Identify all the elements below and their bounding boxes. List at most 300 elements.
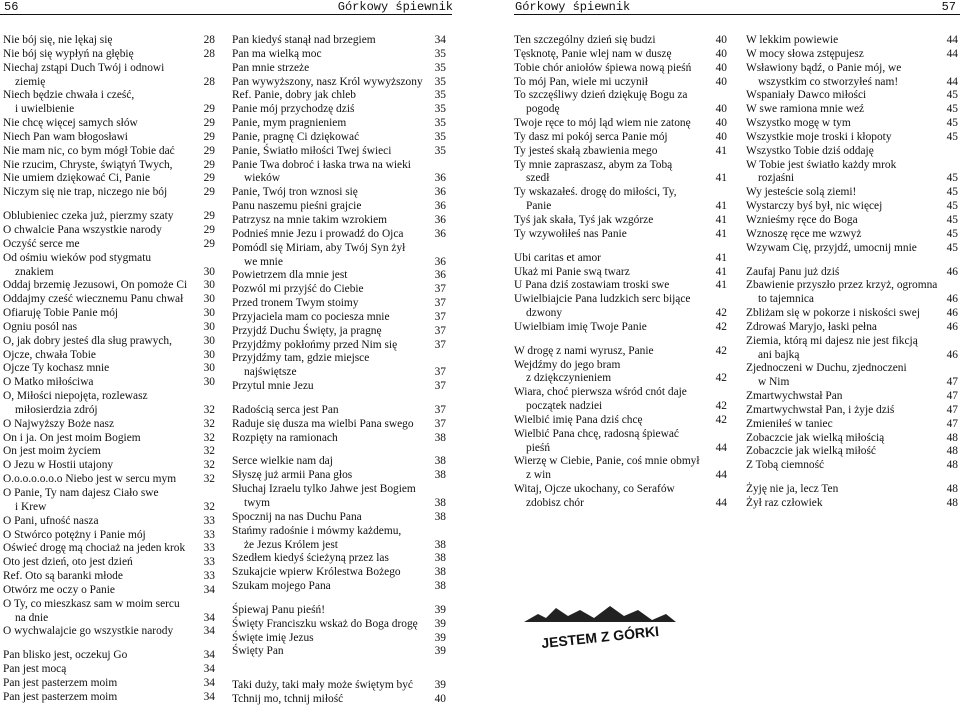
index-entry <box>746 145 958 159</box>
page-number: 42 <box>715 344 727 357</box>
index-entry <box>232 228 446 242</box>
index-entry <box>3 145 215 159</box>
song-title: Rozpięty na ramionach <box>232 431 338 444</box>
page-number: 40 <box>715 130 727 143</box>
page-number: 37 <box>434 310 446 323</box>
song-title: Otwórz me oczy o Panie <box>3 583 115 596</box>
page-number: 38 <box>434 510 446 523</box>
song-title: W drogę z nami wyrusz, Panie <box>514 344 654 357</box>
song-title: Tchnij mo, tchnij miłość <box>232 693 344 706</box>
index-entry <box>232 214 446 228</box>
page-number: 28 <box>203 47 215 60</box>
index-entry <box>746 186 958 200</box>
page-number: 40 <box>715 61 727 74</box>
page-number: 37 <box>434 380 446 393</box>
index-entry <box>3 404 215 418</box>
index-entry <box>232 325 446 339</box>
page-number: 47 <box>946 390 958 403</box>
index-entry <box>232 311 446 325</box>
section-gap <box>232 659 446 669</box>
index-entry <box>232 186 446 200</box>
index-entry <box>514 414 727 428</box>
song-title: Wystarczy byś był, nic więcej <box>746 200 883 213</box>
page-number: 36 <box>434 269 446 282</box>
index-entry <box>3 307 215 321</box>
song-title: Radością serca jest Pan <box>232 403 339 416</box>
index-entry <box>3 691 215 705</box>
page-number: 41 <box>715 265 727 278</box>
index-entry <box>746 159 958 173</box>
page-number: 35 <box>434 89 446 102</box>
page-number: 35 <box>434 117 446 130</box>
song-title: Przyjdźmy pokłońmy przed Nim się <box>232 338 398 351</box>
page-number: 40 <box>715 34 727 46</box>
index-entry <box>3 584 215 598</box>
right-running-title: Górkowy śpiewnik <box>515 0 631 14</box>
song-title: O chwalcie Pana wszystkie narody <box>3 223 162 236</box>
song-title: Ty wskazałeś. drogę do miłości, Ty, <box>514 186 677 199</box>
song-title: Żył raz człowiek <box>746 497 823 509</box>
song-title: Zdrowaś Maryjo, łaski pełna <box>746 320 877 333</box>
index-entry <box>746 321 958 335</box>
song-title: Nie rzucim, Chryste, świątyń Twych, <box>3 158 173 171</box>
index-entry <box>232 256 446 270</box>
index-entry <box>514 469 727 483</box>
page-number: 47 <box>946 417 958 430</box>
left-header-rule <box>0 14 452 15</box>
section-gap <box>232 594 446 604</box>
page-number: 29 <box>203 117 215 130</box>
page-number: 42 <box>715 372 727 385</box>
page-number: 45 <box>946 241 958 254</box>
left-page-number: 56 <box>4 0 19 14</box>
index-entry <box>3 418 215 432</box>
song-title: Raduje się dusza ma wielbi Pana swego <box>232 417 414 430</box>
index-entry <box>746 390 958 404</box>
index-entry <box>232 469 446 483</box>
page-number: 30 <box>203 279 215 292</box>
page-number: 41 <box>715 227 727 240</box>
index-entry <box>514 117 727 131</box>
page-number: 38 <box>434 497 446 509</box>
song-title: Od ośmiu wieków pod stygmatu <box>3 251 152 264</box>
song-title: Pan jest pasterzem moim <box>3 676 118 689</box>
index-column-4 <box>746 34 958 511</box>
page-number: 45 <box>946 200 958 213</box>
song-title: Ofiaruję Tobie Panie mój <box>3 307 119 320</box>
right-header-rule <box>514 14 960 15</box>
index-entry <box>3 159 215 173</box>
index-entry <box>514 442 727 456</box>
index-entry <box>3 432 215 446</box>
page-number: 41 <box>715 144 727 157</box>
index-entry <box>232 172 446 186</box>
song-title: Panie, pragnę Ci dziękować <box>232 130 360 143</box>
page-number: 46 <box>946 293 958 306</box>
song-title: Panu naszemu pieśni grajcie <box>232 200 362 213</box>
song-title: Oczyść serce me <box>3 237 80 250</box>
song-title: Ukaż mi Panie swą twarz <box>514 265 630 278</box>
page-number: 33 <box>203 514 215 527</box>
index-entry <box>232 131 446 145</box>
index-entry <box>514 200 727 214</box>
page-number: 44 <box>946 75 958 88</box>
song-title: Ty mnie zapraszasz, abym za Tobą <box>514 158 673 171</box>
song-title: O, Miłości niepojęta, rozlewasz <box>3 390 148 403</box>
index-column-2 <box>232 34 446 707</box>
song-title: ani bajką <box>758 348 800 361</box>
song-title: Pan kiedyś stanął nad brzegiem <box>232 34 376 46</box>
index-entry <box>232 48 446 62</box>
page-header <box>0 0 960 16</box>
song-title: Wspaniały Dawco miłości <box>746 89 867 102</box>
index-entry <box>232 283 446 297</box>
index-entry <box>3 376 215 390</box>
index-entry <box>232 103 446 117</box>
index-entry <box>3 598 215 612</box>
song-title: Panie mój przychodzę dziś <box>232 103 355 116</box>
page-number: 41 <box>715 200 727 213</box>
page-number: 32 <box>203 473 215 486</box>
index-entry <box>3 321 215 335</box>
page-number: 37 <box>434 324 446 337</box>
index-entry <box>514 89 727 103</box>
index-entry <box>514 131 727 145</box>
song-title: wszystkim co stworzyłeś nam! <box>758 75 899 88</box>
song-title: Nie bój się wypłyń na głębię <box>3 47 134 60</box>
index-entry <box>514 76 727 90</box>
section-gap <box>746 473 958 483</box>
index-entry <box>232 455 446 469</box>
page-number: 34 <box>203 676 215 689</box>
song-title: On i ja. On jest moim Bogiem <box>3 431 141 444</box>
index-entry <box>514 159 727 173</box>
song-title: Tęsknotę, Panie wlej nam w duszę <box>514 47 672 60</box>
song-title: że Jezus Królem jest <box>244 538 338 551</box>
song-title: Święty Pan <box>232 645 284 658</box>
page-number: 45 <box>946 130 958 143</box>
page-number: 48 <box>946 445 958 458</box>
song-title: Serce wielkie nam daj <box>232 455 333 468</box>
song-title: Wszystko Tobie dziś oddaję <box>746 144 874 157</box>
right-page-number: 57 <box>941 0 956 14</box>
page-number: 33 <box>203 542 215 555</box>
song-title: Zobaczcie jak wielką miłością <box>746 431 885 444</box>
page-number: 34 <box>203 690 215 703</box>
song-title: ziemię <box>15 75 46 88</box>
page-number: 35 <box>434 130 446 143</box>
song-title: Przytul mnie Jezu <box>232 380 314 393</box>
page-number: 44 <box>715 469 727 482</box>
song-title: dzwony <box>526 307 563 320</box>
song-title: wieków <box>244 172 281 185</box>
page-number: 48 <box>946 483 958 496</box>
page-number: 44 <box>946 47 958 60</box>
index-entry <box>746 279 958 293</box>
song-title: znakiem <box>15 265 54 278</box>
index-entry <box>746 76 958 90</box>
song-title: O Panie, Ty nam dajesz Ciało swe <box>3 487 159 499</box>
page-number: 44 <box>946 34 958 46</box>
song-title: i uwielbienie <box>15 103 75 116</box>
index-entry <box>746 131 958 145</box>
song-title: Wsławiony bądź, o Panie mój, we <box>746 61 902 74</box>
song-title: Nie umiem dziękować Ci, Panie <box>3 172 151 185</box>
page-number: 39 <box>434 645 446 658</box>
index-entry <box>514 279 727 293</box>
song-title: Wzywam Cię, przyjdź, umocnij mnie <box>746 241 917 254</box>
page-number: 39 <box>434 617 446 630</box>
page-number: 34 <box>203 663 215 676</box>
song-title: U Pana dziś zostawiam troski swe <box>514 279 670 292</box>
song-title: Szedłem kiedyś ścieżyną przez las <box>232 552 389 565</box>
song-title: Szukam mojego Pana <box>232 580 331 593</box>
index-entry <box>232 552 446 566</box>
page-number: 41 <box>715 279 727 292</box>
index-entry <box>232 483 446 497</box>
page-number: 36 <box>434 200 446 213</box>
index-entry <box>3 186 215 200</box>
song-title: najświętsze <box>244 366 297 379</box>
song-title: Wszystkie moje troski i kłopoty <box>746 130 892 143</box>
song-title: Tyś jak skała, Tyś jak wzgórze <box>514 213 654 226</box>
page-number: 48 <box>946 431 958 444</box>
index-entry <box>3 224 215 238</box>
page-number: 40 <box>715 47 727 60</box>
index-entry <box>746 335 958 349</box>
index-entry <box>3 445 215 459</box>
page-number: 46 <box>946 320 958 333</box>
index-entry <box>3 279 215 293</box>
song-title: W Tobie jest światło każdy mrok <box>746 158 897 171</box>
song-title: O, jak dobry jesteś dla sług prawych, <box>3 334 172 347</box>
song-title: Panie, Twój tron wznosi się <box>232 186 358 199</box>
page-number: 41 <box>715 251 727 264</box>
song-title: Wznieśmy ręce do Boga <box>746 213 858 226</box>
song-title: Nie chcę więcej samych słów <box>3 117 138 130</box>
index-entry <box>746 459 958 473</box>
index-entry <box>514 428 727 442</box>
index-entry <box>514 293 727 307</box>
page-number: 38 <box>434 552 446 565</box>
section-gap <box>514 242 727 252</box>
section-gap <box>232 445 446 455</box>
song-title: pogodę <box>526 103 560 116</box>
page-number: 33 <box>203 528 215 541</box>
page-number: 29 <box>203 144 215 157</box>
song-title: Ty dasz mi pokój serca Panie mój <box>514 130 668 143</box>
page-number: 34 <box>203 625 215 638</box>
index-entry <box>232 539 446 553</box>
page-number: 39 <box>434 679 446 692</box>
page-number: 38 <box>434 431 446 444</box>
index-entry <box>746 266 958 280</box>
index-entry <box>514 400 727 414</box>
page-number: 36 <box>434 186 446 199</box>
section-gap <box>3 639 215 649</box>
index-entry <box>3 473 215 487</box>
song-title: O.o.o.o.o.o.o Niebo jest w sercu mym <box>3 473 177 486</box>
song-title: początek nadziei <box>526 400 603 413</box>
page-number: 34 <box>434 34 446 46</box>
index-entry <box>514 386 727 400</box>
page-number: 32 <box>203 403 215 416</box>
song-title: Wszystko mogę w tym <box>746 117 851 130</box>
index-entry <box>514 372 727 386</box>
song-title: Oto jest dzień, oto jest dzień <box>3 556 133 569</box>
song-title: Słuchaj Izraelu tylko Jahwe jest Bogiem <box>232 483 416 496</box>
index-entry <box>232 117 446 131</box>
index-entry <box>3 76 215 90</box>
song-title: Słyszę już armii Pana głos <box>232 469 353 482</box>
index-entry <box>3 487 215 501</box>
index-entry <box>514 252 727 266</box>
index-entry <box>514 345 727 359</box>
logo-text: JESTEM Z GÓRKI <box>540 622 660 650</box>
song-title: O Stwórco potężny i Panie mój <box>3 528 146 541</box>
index-entry <box>232 525 446 539</box>
page-number: 34 <box>203 611 215 624</box>
page-number: 30 <box>203 265 215 278</box>
song-title: Pan wywyższony, nasz Król wywyższony <box>232 75 423 88</box>
song-title: Zobaczcie jak wielką miłość <box>746 445 876 458</box>
song-title: Zbliżam się w pokorze i niskości swej <box>746 307 920 320</box>
song-title: Podnieś mnie Jezu i prowadź do Ojca <box>232 227 404 240</box>
page-number: 45 <box>946 89 958 102</box>
index-entry <box>746 242 958 256</box>
song-title: z dziękczynieniem <box>526 372 612 385</box>
page-number: 38 <box>434 455 446 468</box>
page-number: 32 <box>203 445 215 458</box>
song-title: Niechaj zstąpi Duch Twój i odnowi <box>3 61 165 74</box>
page-number: 33 <box>203 570 215 583</box>
index-column-3 <box>514 34 727 511</box>
index-entry <box>746 307 958 321</box>
index-entry <box>232 679 446 693</box>
song-title: Pozwól mi przyjść do Ciebie <box>232 283 364 296</box>
song-title: Ty wzywołiłeś nas Panie <box>514 227 627 240</box>
song-title: Przyjaciela mam co pociesza mnie <box>232 310 390 323</box>
page-number: 30 <box>203 293 215 306</box>
page-number: 32 <box>203 417 215 430</box>
index-entry <box>3 117 215 131</box>
song-title: zdobisz chór <box>526 497 584 509</box>
jestem-z-gorki-logo <box>520 600 680 650</box>
song-title: twym <box>244 497 270 509</box>
index-entry <box>3 349 215 363</box>
index-entry <box>514 307 727 321</box>
page-number: 32 <box>203 500 215 513</box>
index-entry <box>514 228 727 242</box>
song-title: to tajemnica <box>758 293 814 306</box>
index-entry <box>232 34 446 48</box>
song-title: Nie mam nic, co bym mógł Tobie dać <box>3 144 175 157</box>
song-title: Uwielbiam imię Twoje Panie <box>514 320 647 333</box>
page-number: 46 <box>946 265 958 278</box>
page-number: 28 <box>203 75 215 88</box>
index-entry <box>232 497 446 511</box>
song-title: Nie bój się, nie lękaj się <box>3 34 113 46</box>
page-number: 45 <box>946 172 958 185</box>
page-number: 32 <box>203 431 215 444</box>
index-entry <box>232 89 446 103</box>
song-title: Wejdźmy do jego bram <box>514 358 621 371</box>
index-entry <box>232 62 446 76</box>
index-entry <box>746 349 958 363</box>
page-number: 35 <box>434 75 446 88</box>
page-number: 37 <box>434 417 446 430</box>
page-number: 35 <box>434 144 446 157</box>
index-entry <box>746 432 958 446</box>
song-title: szedł <box>526 172 550 185</box>
index-entry <box>746 404 958 418</box>
index-entry <box>3 34 215 48</box>
index-entry <box>232 200 446 214</box>
song-title: O Matko miłościwa <box>3 376 94 389</box>
index-entry <box>746 293 958 307</box>
index-entry <box>746 62 958 76</box>
song-title: Śpiewaj Panu pieśń! <box>232 603 326 616</box>
index-entry <box>514 186 727 200</box>
song-title: Ogniu posól nas <box>3 320 78 333</box>
page-number: 42 <box>715 400 727 413</box>
page-number: 38 <box>434 566 446 579</box>
song-title: Zbawienie przyszło przez krzyż, ogromna <box>746 279 938 292</box>
page-number: 35 <box>434 47 446 60</box>
page-number: 37 <box>434 366 446 379</box>
song-title: Zjednoczeni w Duchu, zjednoczeni <box>746 362 907 375</box>
index-entry <box>514 266 727 280</box>
index-entry <box>232 76 446 90</box>
song-title: Ten szczególny dzień się budzi <box>514 34 656 46</box>
song-title: Zmartwychwstał Pan, i żyje dziś <box>746 403 895 416</box>
index-entry <box>514 321 727 335</box>
song-title: O Najwyższy Boże nasz <box>3 417 115 430</box>
song-title: Ref. Panie, dobry jak chleb <box>232 89 356 102</box>
index-entry <box>3 293 215 307</box>
song-title: Oblubieniec czeka już, pierzmy szaty <box>3 210 174 223</box>
page-number: 38 <box>434 469 446 482</box>
index-entry <box>514 103 727 117</box>
index-entry <box>514 497 727 511</box>
index-entry <box>3 625 215 639</box>
song-title: Taki duży, taki mały może świętym być <box>232 679 413 692</box>
page-number: 30 <box>203 348 215 361</box>
song-title: Niczym się nie trap, niczego nie bój <box>3 186 168 199</box>
section-gap <box>232 669 446 679</box>
left-running-title: Górkowy śpiewnik <box>337 0 453 14</box>
page-number: 37 <box>434 297 446 310</box>
index-entry <box>232 645 446 659</box>
song-title: Pan blisko jest, oczekuj Go <box>3 649 128 662</box>
index-entry <box>746 362 958 376</box>
index-entry <box>3 612 215 626</box>
page-number: 29 <box>203 223 215 236</box>
page-number: 42 <box>715 307 727 320</box>
index-entry <box>3 570 215 584</box>
page-number: 45 <box>946 213 958 226</box>
page-number: 42 <box>715 413 727 426</box>
song-title: Panie, mym pragnieniem <box>232 117 347 130</box>
song-title: Ojcze Ty kochasz mnie <box>3 362 110 375</box>
page-number: 35 <box>434 61 446 74</box>
song-title: Panie, Światło miłości Twej świeci <box>232 144 392 157</box>
page-number: 47 <box>946 376 958 389</box>
song-title: O wychwalajcie go wszystkie narody <box>3 625 174 638</box>
page-number: 37 <box>434 338 446 351</box>
page-number: 37 <box>434 403 446 416</box>
page-number: 29 <box>203 210 215 223</box>
